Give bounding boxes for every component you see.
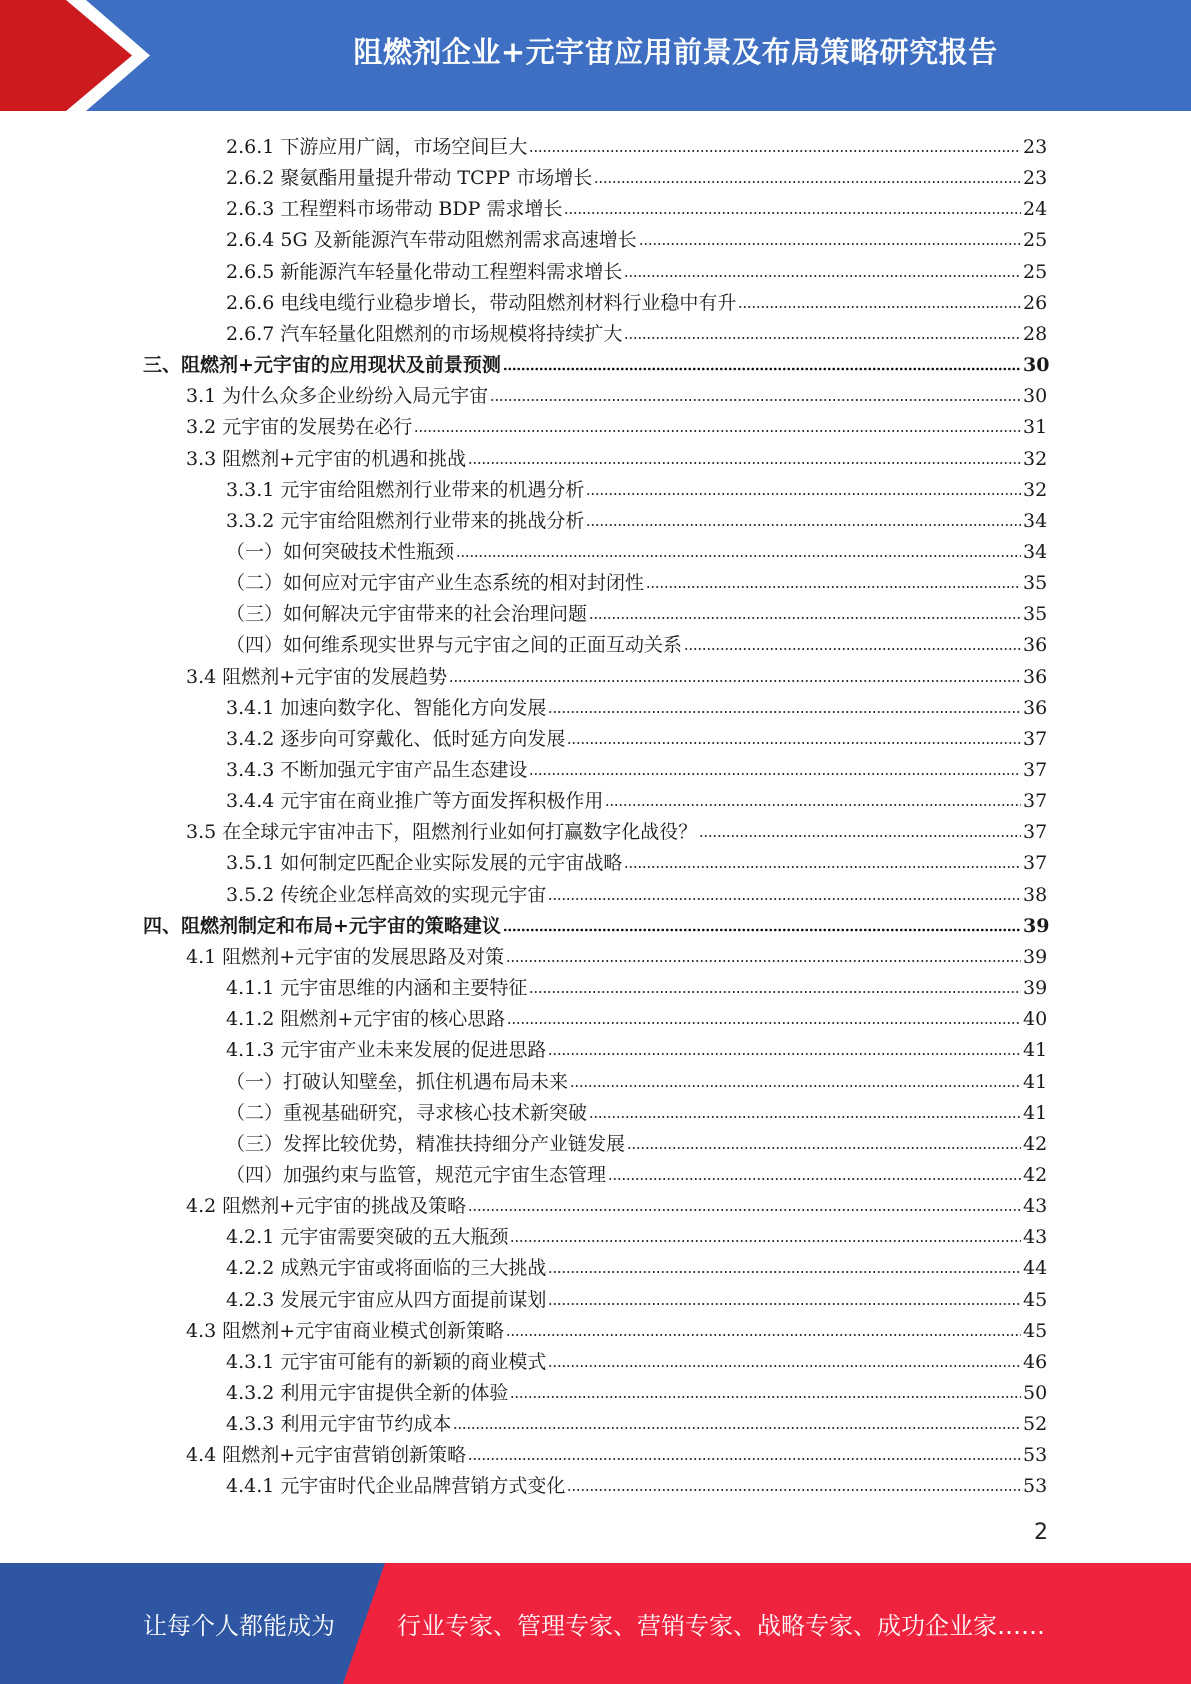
toc-entry-page: 35 <box>1023 572 1048 595</box>
toc-entry[interactable] <box>226 875 1047 906</box>
toc-entry[interactable] <box>226 999 1047 1030</box>
toc-entry[interactable] <box>226 1404 1047 1435</box>
toc-entry[interactable] <box>226 532 1047 563</box>
toc-entry-label: 3.4 阻燃剂+元宇宙的发展趋势 <box>186 665 448 688</box>
toc-entry-page: 37 <box>1023 821 1048 844</box>
toc-entry-label: 三、阻燃剂+元宇宙的应用现状及前景预测 <box>143 354 501 377</box>
toc-leader-dots <box>529 149 1021 153</box>
toc-entry[interactable] <box>226 719 1047 750</box>
toc-entry[interactable] <box>226 843 1047 874</box>
toc-leader-dots <box>548 1302 1021 1306</box>
toc-entry[interactable] <box>186 439 1047 470</box>
toc-entry-page: 32 <box>1023 447 1048 470</box>
toc-leader-dots <box>567 741 1021 745</box>
toc-leader-dots <box>567 1488 1021 1492</box>
toc-entry[interactable] <box>143 906 1050 937</box>
toc-leader-dots <box>548 1270 1021 1274</box>
toc-entry-page: 50 <box>1023 1382 1048 1404</box>
toc-entry[interactable] <box>226 1062 1047 1093</box>
toc-entry-label: （四）如何维系现实世界与元宇宙之间的正面互动关系 <box>226 634 683 657</box>
toc-entry-page: 34 <box>1023 540 1048 563</box>
toc-entry[interactable] <box>226 1466 1047 1497</box>
toc-leader-dots <box>605 803 1021 807</box>
toc-entry[interactable] <box>226 470 1047 501</box>
toc-entry-label: 2.6.2 聚氨酯用量提升带动 TCPP 市场增长 <box>226 167 593 190</box>
toc-entry-page: 53 <box>1023 1475 1048 1498</box>
toc-entry-label: 4.2.3 发展元宇宙应从四方面提前谋划 <box>226 1288 547 1311</box>
toc-entry[interactable] <box>226 968 1047 999</box>
page-header <box>0 0 1191 111</box>
toc-entry-label: 3.3.2 元宇宙给阻燃剂行业带来的挑战分析 <box>226 509 585 532</box>
toc-leader-dots <box>639 242 1021 246</box>
toc-entry-label: 4.3 阻燃剂+元宇宙商业模式创新策略 <box>186 1319 505 1342</box>
toc-leader-dots <box>529 990 1021 994</box>
toc-entry-page: 41 <box>1023 1070 1048 1093</box>
toc-leader-dots <box>506 959 1021 963</box>
toc-entry-page: 36 <box>1023 634 1048 657</box>
toc-entry-label: 4.2.1 元宇宙需要突破的五大瓶颈 <box>226 1226 509 1249</box>
toc-entry-label: 3.3.1 元宇宙给阻燃剂行业带来的机遇分析 <box>226 478 585 501</box>
toc-entry[interactable] <box>186 1186 1047 1217</box>
toc-entry-label: 2.6.1 下游应用广阔，市场空间巨大 <box>226 136 528 158</box>
toc-entry-page: 39 <box>1023 977 1048 1000</box>
toc-leader-dots <box>589 1115 1021 1119</box>
toc-entry[interactable] <box>226 1217 1047 1248</box>
toc-entry[interactable] <box>226 127 1047 158</box>
toc-entry-page: 37 <box>1023 759 1048 781</box>
toc-entry-page: 35 <box>1023 603 1048 626</box>
toc-entry[interactable] <box>226 688 1047 719</box>
toc-entry-label: 3.4.3 不断加强元宇宙产品生态建设 <box>226 759 528 781</box>
toc-entry[interactable] <box>226 1342 1047 1373</box>
toc-leader-dots <box>529 772 1021 776</box>
toc-entry-label: 4.1 阻燃剂+元宇宙的发展思路及对策 <box>186 945 505 968</box>
toc-entry-label: 2.6.3 工程塑料市场带动 BDP 需求增长 <box>226 198 563 221</box>
toc-leader-dots <box>510 1239 1021 1243</box>
toc-entry-page: 39 <box>1023 945 1048 968</box>
toc-leader-dots <box>699 834 1021 838</box>
toc-entry-label: 2.6.7 汽车轻量化阻燃剂的市场规模将持续扩大 <box>226 322 623 345</box>
toc-entry[interactable] <box>226 594 1047 625</box>
toc-entry[interactable] <box>226 189 1047 220</box>
footer-slogan-right: 行业专家、管理专家、营销专家、战略专家、成功企业家…… <box>397 1612 1045 1640</box>
toc-leader-dots <box>586 523 1021 527</box>
toc-entry-page: 26 <box>1023 291 1048 314</box>
toc-entry-label: 4.1.3 元宇宙产业未来发展的促进思路 <box>226 1039 547 1062</box>
toc-entry-label: 3.4.4 元宇宙在商业推广等方面发挥积极作用 <box>226 790 604 813</box>
toc-entry-page: 44 <box>1023 1257 1048 1280</box>
toc-entry[interactable] <box>226 563 1047 594</box>
toc-leader-dots <box>627 1146 1021 1150</box>
toc-entry-label: 3.3 阻燃剂+元宇宙的机遇和挑战 <box>186 447 467 470</box>
toc-entry-page: 30 <box>1023 354 1050 377</box>
toc-entry-page: 37 <box>1023 852 1048 875</box>
toc-leader-dots <box>468 461 1021 465</box>
toc-entry-label: 2.6.5 新能源汽车轻量化带动工程塑料需求增长 <box>226 260 623 283</box>
toc-entry-label: 3.5.2 传统企业怎样高效的实现元宇宙 <box>226 883 547 906</box>
toc-entry-label: 4.3.1 元宇宙可能有的新颖的商业模式 <box>226 1350 547 1373</box>
toc-entry-label: 2.6.4 5G 及新能源汽车带动阻燃剂需求高速增长 <box>226 229 637 252</box>
toc-entry-page: 38 <box>1023 883 1048 906</box>
toc-entry-page: 32 <box>1023 478 1048 501</box>
toc-leader-dots <box>624 274 1021 278</box>
toc-leader-dots <box>594 180 1021 184</box>
toc-leader-dots <box>570 1084 1021 1088</box>
toc-leader-dots <box>548 1052 1021 1056</box>
toc-entry-page: 24 <box>1023 198 1048 221</box>
toc-entry[interactable] <box>226 314 1047 345</box>
toc-entry[interactable] <box>143 345 1050 377</box>
toc-entry-page: 37 <box>1023 790 1048 813</box>
toc-entry-page: 23 <box>1023 136 1048 158</box>
toc-leader-dots <box>624 865 1021 869</box>
toc-leader-dots <box>586 492 1021 496</box>
toc-entry-page: 25 <box>1023 229 1048 252</box>
toc-entry-page: 41 <box>1023 1101 1048 1124</box>
toc-leader-dots <box>468 1208 1021 1212</box>
toc-leader-dots <box>548 897 1021 901</box>
toc-entry[interactable] <box>226 1373 1047 1404</box>
toc-entry[interactable] <box>226 781 1047 812</box>
toc-entry-page: 25 <box>1023 260 1048 283</box>
toc-entry-label: 4.1.2 阻燃剂+元宇宙的核心思路 <box>226 1008 506 1031</box>
toc-leader-dots <box>503 928 1021 932</box>
toc-entry-page: 52 <box>1023 1413 1048 1436</box>
toc-entry[interactable] <box>226 1155 1047 1186</box>
toc-leader-dots <box>506 1333 1021 1337</box>
toc-leader-dots <box>490 398 1021 402</box>
toc-entry[interactable] <box>186 812 1047 843</box>
toc-entry-page: 23 <box>1023 167 1048 190</box>
toc-entry-page: 36 <box>1023 665 1048 688</box>
toc-entry-label: 4.3.2 利用元宇宙提供全新的体验 <box>226 1382 509 1404</box>
toc-entry-page: 53 <box>1023 1444 1048 1467</box>
toc-leader-dots <box>507 1021 1021 1025</box>
toc-leader-dots <box>548 710 1021 714</box>
toc-entry-page: 28 <box>1023 322 1048 345</box>
toc-entry-label: 3.1 为什么众多企业纷纷入局元宇宙 <box>186 385 489 408</box>
toc-entry[interactable] <box>186 1435 1047 1466</box>
toc-entry-page: 39 <box>1023 914 1050 937</box>
toc-entry[interactable] <box>226 1124 1047 1155</box>
toc-leader-dots <box>684 647 1021 651</box>
toc-entry[interactable] <box>186 937 1047 968</box>
toc-entry[interactable] <box>226 750 1047 781</box>
page-number: 2 <box>1034 1520 1048 1545</box>
toc-entry-label: 四、阻燃剂制定和布局+元宇宙的策略建议 <box>143 914 501 937</box>
toc-entry-page: 30 <box>1023 385 1048 408</box>
toc-entry-label: 4.2 阻燃剂+元宇宙的挑战及策略 <box>186 1195 467 1218</box>
toc-entry-label: （三）如何解决元宇宙带来的社会治理问题 <box>226 603 588 626</box>
toc-entry-label: （二）重视基础研究，寻求核心技术新突破 <box>226 1101 588 1124</box>
toc-entry[interactable] <box>186 657 1047 688</box>
toc-entry-page: 31 <box>1023 416 1048 439</box>
toc-leader-dots <box>503 367 1021 371</box>
toc-leader-dots <box>548 1364 1021 1368</box>
toc-entry-page: 45 <box>1023 1319 1048 1342</box>
toc-entry-page: 34 <box>1023 509 1048 532</box>
toc-entry-label: 3.5.1 如何制定匹配企业实际发展的元宇宙战略 <box>226 852 623 875</box>
header-arrow-icon <box>0 0 140 111</box>
toc-entry-page: 43 <box>1023 1226 1048 1249</box>
toc-entry[interactable] <box>186 376 1047 407</box>
toc-entry[interactable] <box>226 158 1047 189</box>
toc-leader-dots <box>738 305 1021 309</box>
toc-entry-page: 42 <box>1023 1132 1048 1155</box>
toc-entry-label: （一）如何突破技术性瓶颈 <box>226 540 455 563</box>
footer-slogan-left: 让每个人都能成为 <box>143 1612 335 1640</box>
toc-entry[interactable] <box>226 283 1047 314</box>
toc-entry[interactable] <box>226 1093 1047 1124</box>
toc-leader-dots <box>468 1457 1021 1461</box>
toc-leader-dots <box>589 616 1021 620</box>
toc-entry-page: 40 <box>1023 1008 1048 1031</box>
toc-entry[interactable] <box>186 407 1047 438</box>
toc-entry[interactable] <box>226 252 1047 283</box>
toc-entry-page: 43 <box>1023 1195 1048 1218</box>
toc-leader-dots <box>646 585 1021 589</box>
toc-entry-label: 3.5 在全球元宇宙冲击下，阻燃剂行业如何打赢数字化战役？ <box>186 821 698 844</box>
toc-entry-page: 45 <box>1023 1288 1048 1311</box>
toc-entry-label: （三）发挥比较优势，精准扶持细分产业链发展 <box>226 1132 626 1155</box>
page-footer <box>0 1563 1191 1684</box>
toc-leader-dots <box>510 1395 1021 1399</box>
toc-entry-label: 4.1.1 元宇宙思维的内涵和主要特征 <box>226 977 528 1000</box>
report-title: 阻燃剂企业+元宇宙应用前景及布局策略研究报告 <box>353 34 998 69</box>
toc-entry-label: 4.4.1 元宇宙时代企业品牌营销方式变化 <box>226 1475 566 1498</box>
toc-entry-page: 37 <box>1023 727 1048 750</box>
toc-entry[interactable] <box>226 1280 1047 1311</box>
toc-entry-page: 36 <box>1023 696 1048 719</box>
toc-entry[interactable] <box>186 1311 1047 1342</box>
toc-entry-label: （二）如何应对元宇宙产业生态系统的相对封闭性 <box>226 572 645 595</box>
toc-entry-label: 3.2 元宇宙的发展势在必行 <box>186 416 413 439</box>
toc-leader-dots <box>564 211 1021 215</box>
toc-entry-label: 3.4.2 逐步向可穿戴化、低时延方向发展 <box>226 727 566 750</box>
toc-entry[interactable] <box>226 1030 1047 1061</box>
toc-entry-label: 2.6.6 电线电缆行业稳步增长，带动阻燃剂材料行业稳中有升 <box>226 291 737 314</box>
toc-entry[interactable] <box>226 220 1047 251</box>
toc-entry[interactable] <box>226 1248 1047 1279</box>
toc-entry-label: 4.3.3 利用元宇宙节约成本 <box>226 1413 452 1436</box>
toc-leader-dots <box>414 429 1021 433</box>
toc-entry-label: 4.2.2 成熟元宇宙或将面临的三大挑战 <box>226 1257 547 1280</box>
toc-entry-label: （四）加强约束与监管，规范元宇宙生态管理 <box>226 1163 607 1186</box>
toc-leader-dots <box>624 336 1021 340</box>
toc-entry-page: 42 <box>1023 1163 1048 1186</box>
toc-entry-page: 46 <box>1023 1350 1048 1373</box>
toc-leader-dots <box>456 554 1021 558</box>
toc-entry[interactable] <box>226 625 1047 656</box>
toc-leader-dots <box>449 679 1021 683</box>
toc-entry-label: 3.4.1 加速向数字化、智能化方向发展 <box>226 696 547 719</box>
toc-entry[interactable] <box>226 501 1047 532</box>
toc-entry-label: 4.4 阻燃剂+元宇宙营销创新策略 <box>186 1444 467 1467</box>
toc-leader-dots <box>453 1426 1021 1430</box>
toc-entry-label: （一）打破认知壁垒，抓住机遇布局未来 <box>226 1070 569 1093</box>
toc-entry-page: 41 <box>1023 1039 1048 1062</box>
toc-leader-dots <box>608 1177 1021 1181</box>
